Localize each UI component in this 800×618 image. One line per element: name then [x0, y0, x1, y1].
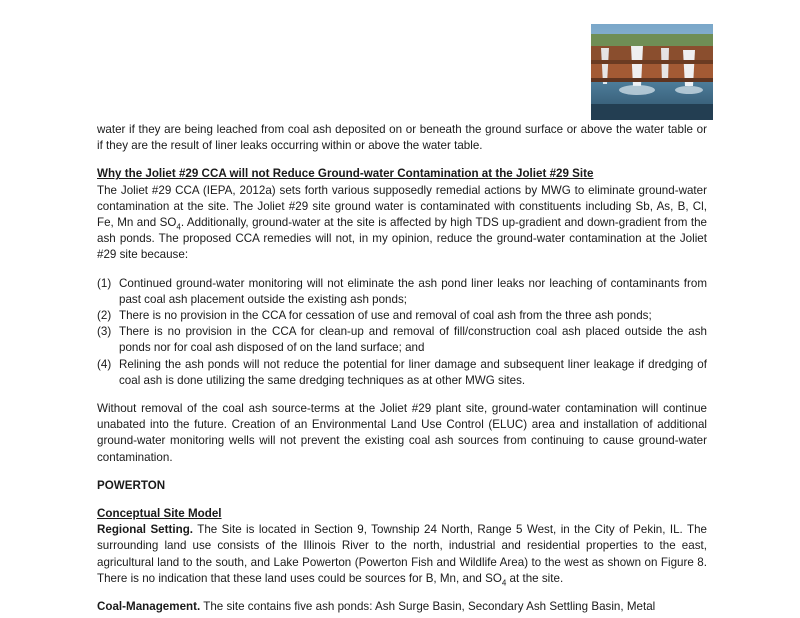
list-item-number: (3): [97, 325, 112, 339]
coal-management-text: The site contains five ash ponds: Ash Surge Basin, Secondary Ash Settling Basin, Metal: [200, 600, 656, 614]
regional-setting-text-b: at the site.: [506, 571, 564, 585]
section-title-powerton: POWERTON: [97, 478, 166, 492]
conclusion-paragraph: Without removal of the coal ash source-terms at the Joliet #29 plant site, ground-water contamination will continue unabated into the future. Creation of an Environmental Land Use Control (ELUC) area and installation of additional ground-water monitoring wells will not prevent the existing coal ash sources from continuing to cause ground-water contamination.: [97, 402, 707, 464]
regional-setting-text-a: The Site is located in Section 9, Township 24 North, Range 5 West, in the City of Pekin, IL. The surrounding land use consists of the Illinois River to the north, industrial and residential properties to the east, agricultural land to the south, and Lake Powerton (Powerton Fish and Wildlife Area) to the west as shown on Figure 8. There is no indication that these land uses could be sources for B, Mn, and SO: [97, 523, 707, 585]
list-item-text: There is no provision in the CCA for clean-up and removal of fill/construction coal ash placed outside the ash ponds nor for coal ash disposed of on the land surface; and: [119, 325, 707, 355]
list-item: [97, 308, 707, 324]
list-item-number: (1): [97, 276, 112, 290]
sulfate-subscript: 4: [501, 578, 507, 588]
list-item-text: Continued ground-water monitoring will not eliminate the ash pond liner leaks nor leaching of contaminants from past coal ash placement outside the existing ash ponds;: [119, 276, 707, 306]
sulfate-subscript: 4: [176, 222, 181, 232]
list-item-text: Relining the ash ponds will not reduce the potential for liner damage and subsequent liner leakage if dredging of coal ash is done utilizing the same dredging techniques as at other MWG sites.: [119, 357, 707, 387]
joliet-paragraph: [97, 183, 707, 264]
regional-setting-lead: Regional Setting.: [97, 523, 194, 537]
regional-setting-paragraph: [97, 522, 707, 587]
section-heading-joliet: Why the Joliet #29 CCA will not Reduce Ground-water Contamination at the Joliet #29 Site: [97, 167, 594, 181]
reasons-list: [97, 276, 707, 389]
list-item-number: (2): [97, 309, 112, 323]
subheading-conceptual-site-model: Conceptual Site Model: [97, 507, 222, 521]
list-item: [97, 324, 707, 356]
list-item: [97, 357, 707, 389]
list-item: [97, 276, 707, 308]
document-body: [97, 122, 707, 615]
intro-paragraph: water if they are being leached from coal ash deposited on or beneath the ground surface or above the water table or if they are the result of liner leaks occurring within or above the water table.: [97, 123, 707, 153]
coal-management-paragraph: [97, 599, 707, 615]
list-item-number: (4): [97, 357, 112, 371]
joliet-paragraph-text-b: . Additionally, ground-water at the site is affected by high TDS up-gradient and down-gradient from the ash ponds. The proposed CCA remedies will not, in my opinion, reduce the ground-water contamination at the Joliet #29 site because:: [97, 216, 707, 262]
list-item-text: There is no provision in the CCA for cessation of use and removal of coal ash from the three ash ponds;: [119, 309, 652, 323]
coal-management-lead: Coal-Management.: [97, 600, 201, 614]
joliet-paragraph-text-a: The Joliet #29 CCA (IEPA, 2012a) sets forth various supposedly remedial actions by MWG to eliminate ground-water contamination at the site. The Joliet #29 site ground water is contaminated with constituents including Sb, As, B, Cl, Fe, Mn and SO: [97, 183, 707, 230]
header-waterfall-image: [591, 24, 713, 120]
